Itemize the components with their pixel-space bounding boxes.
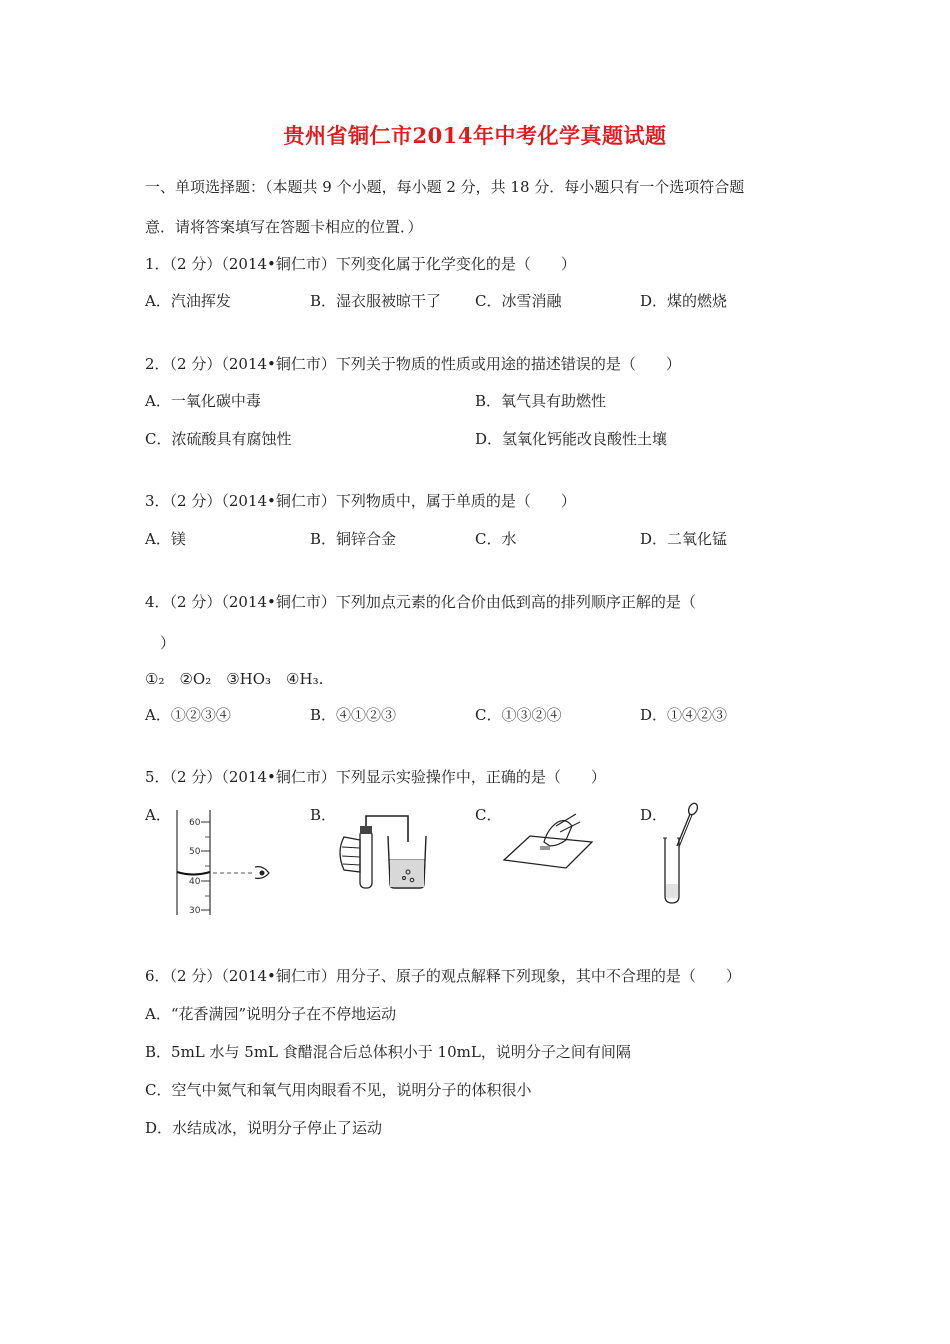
question-2-stem: 2．（2 分）（2014•铜仁市）下列关于物质的性质或用途的描述错误的是（ ） [145, 355, 681, 373]
section-heading-line-1: 一、单项选择题：（本题共 9 个小题，每小题 2 分，共 18 分．每小题只有一个选项符合题 [145, 178, 745, 196]
question-1-stem: 1．（2 分）（2014•铜仁市）下列变化属于化学变化的是（ ） [145, 255, 576, 273]
hand-icon [340, 837, 360, 872]
airtightness-check-figure [330, 812, 430, 892]
question-2-option-b: B．氧气具有助燃性 [475, 392, 607, 410]
graduated-cylinder-figure [165, 810, 280, 918]
question-3-option-d: D．二氧化锰 [640, 530, 728, 548]
dropper-test-tube-figure [655, 800, 715, 905]
question-3-option-b: B．铜锌合金 [310, 530, 397, 548]
question-5-stem: 5．（2 分）（2014•铜仁市）下列显示实验操作中，正确的是（ ） [145, 768, 606, 786]
cylinder-tick-40: 40 [189, 877, 201, 887]
question-5-option-c: C． [475, 806, 502, 824]
question-4-stem-continuation: ） [160, 634, 176, 652]
question-1-option-d: D．煤的燃烧 [640, 292, 728, 310]
question-6-option-d: D．水结成冰，说明分子停止了运动 [145, 1119, 383, 1137]
question-1-option-c: C．冰雪消融 [475, 292, 562, 310]
question-4-items: ①₂ ②O₂ ③HO₃ ④H₃. [145, 670, 324, 688]
question-5-option-b: B． [310, 806, 337, 824]
question-3-stem: 3．（2 分）（2014•铜仁市）下列物质中，属于单质的是（ ） [145, 492, 576, 510]
question-4-option-b: B．④①②③ [310, 706, 397, 724]
question-6-option-b: B．5mL 水与 5mL 食醋混合后总体积小于 10mL，说明分子之间有间隔 [145, 1043, 631, 1061]
question-4-option-d: D．①④②③ [640, 706, 728, 724]
dropper-bulb-icon [687, 802, 699, 816]
question-6-option-c: C．空气中氮气和氧气用肉眼看不见，说明分子的体积很小 [145, 1081, 532, 1099]
question-5-option-a: A． [145, 806, 171, 824]
section-heading-line-2: 意．请将答案填写在答题卡相应的位置．） [145, 218, 423, 236]
page-title: 贵州省铜仁市2014年中考化学真题试题 [283, 123, 667, 148]
question-4-option-a: A．①②③④ [145, 706, 231, 724]
question-4-stem: 4．（2 分）（2014•铜仁市）下列加点元素的化合价由低到高的排列顺序正解的是（ [145, 593, 696, 611]
question-2-option-c: C．浓硫酸具有腐蚀性 [145, 430, 292, 448]
question-2-option-a: A．一氧化碳中毒 [145, 392, 261, 410]
question-6-stem: 6．（2 分）（2014•铜仁市）用分子、原子的观点解释下列现象，其中不合理的是（ ） [145, 967, 741, 985]
question-5-option-d: D． [640, 806, 668, 824]
question-3-option-c: C．水 [475, 530, 517, 548]
ph-test-figure [500, 812, 600, 872]
question-3-option-a: A．镁 [145, 530, 186, 548]
cylinder-tick-50: 50 [189, 847, 201, 857]
question-4-option-c: C．①③②④ [475, 706, 562, 724]
question-1-option-b: B．湿衣服被晾干了 [310, 292, 442, 310]
cylinder-tick-60: 60 [189, 818, 201, 828]
cylinder-tick-30: 30 [189, 906, 201, 916]
question-2-option-d: D．氢氧化钙能改良酸性土壤 [475, 430, 668, 448]
question-1-option-a: A．汽油挥发 [145, 292, 231, 310]
question-6-option-a: A．“花香满园”说明分子在不停地运动 [145, 1005, 397, 1023]
